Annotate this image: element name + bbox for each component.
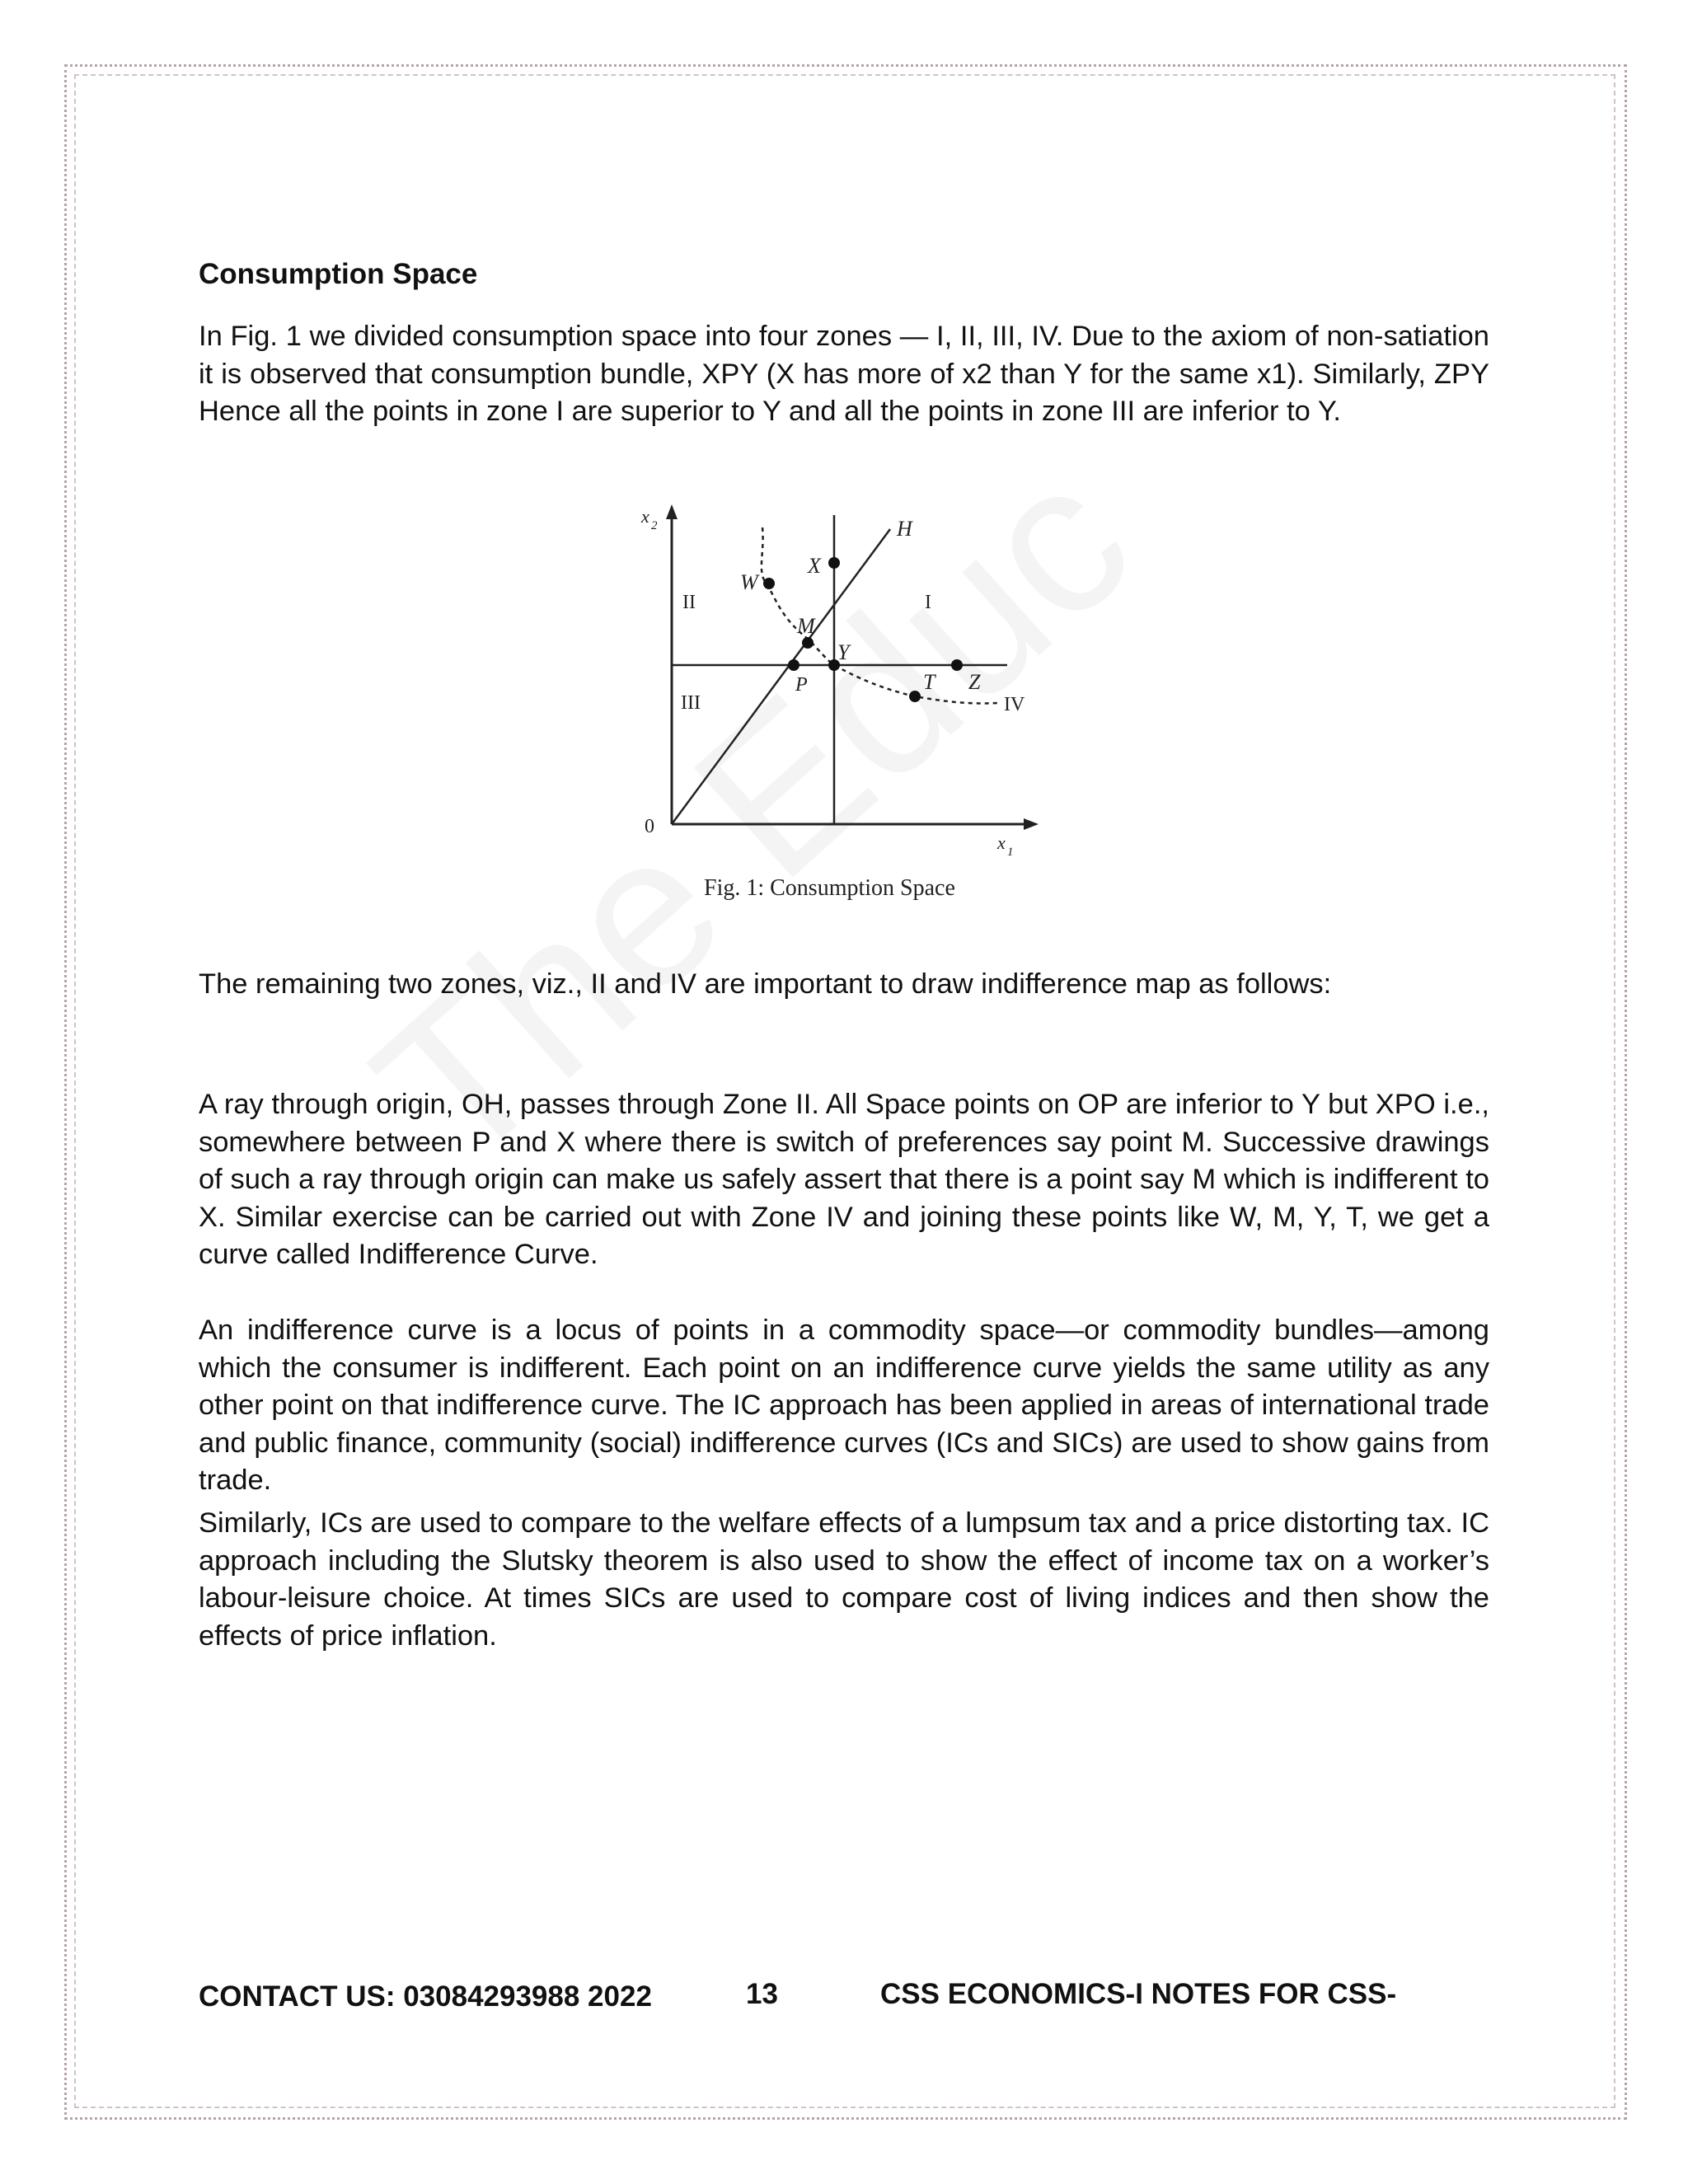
point-z: [951, 659, 963, 671]
point-w: [763, 578, 775, 589]
section-heading: Consumption Space: [199, 258, 478, 290]
point-m: [802, 637, 814, 649]
zone-iii-label: III: [681, 692, 701, 714]
paragraph-5: Similarly, ICs are used to compare to the welfare effects of a lumpsum tax and a price distorting tax. IC approach including the Slutsky theorem is also used to show the effect of income tax on a worker’s labour-leisure choice. At times SICs are used to compare cost of living indices and then show the effects of price inflation.: [199, 1507, 1489, 1652]
zone-ii-label: II: [682, 592, 696, 613]
label-h: H: [897, 517, 912, 541]
x-axis-arrow: [1024, 818, 1039, 830]
label-t: T: [923, 670, 935, 694]
x-axis-subscript: 1: [1007, 846, 1014, 859]
paragraph-2: The remaining two zones, viz., II and IV are important to draw indifference map as follows:: [199, 968, 1332, 1000]
point-x: [828, 557, 840, 569]
paragraph-4: An indifference curve is a locus of points in a commodity space—or commodity bundles—among which the consumer is indifferent. Each point on an indifference curve yields the same utility as any other point on that indifference curve. The IC approach has been applied in areas of international trade and public finance, community (social) indifference curves (ICs and SICs) are used to show gains from trade.: [199, 1315, 1489, 1496]
y-axis-label: x: [641, 506, 649, 527]
footer-page-number: 13: [746, 1978, 778, 2010]
zone-iv-label: IV: [1004, 694, 1025, 715]
zone-i-label: I: [925, 592, 931, 613]
label-z: Z: [968, 670, 981, 694]
label-w: W: [740, 570, 758, 594]
origin-label: 0: [645, 816, 654, 837]
label-m: M: [797, 614, 815, 638]
y-axis-subscript: 2: [651, 519, 658, 532]
paragraph-1: In Fig. 1 we divided consumption space into four zones — I, II, III, IV. Due to the axiom of non-satiation it is observed that consumption bundle, XPY (X has more of x2 than Y for the same x1). Similarly, ZPY Hence all the points in zone I are superior to Y and all the points in zone III are inferior to Y.: [199, 321, 1489, 427]
figure-caption: Fig. 1: Consumption Space: [704, 875, 955, 901]
consumption-space-figure: [635, 503, 1047, 901]
footer-contact: CONTACT US: 03084293988 2022: [199, 1980, 652, 2013]
label-x: X: [808, 554, 821, 578]
x-axis-label: x: [997, 832, 1006, 853]
footer-notes-title: CSS ECONOMICS-I NOTES FOR CSS-: [880, 1978, 1397, 2010]
label-p: P: [795, 674, 808, 696]
label-y: Y: [837, 640, 850, 664]
paragraph-3: A ray through origin, OH, passes through Zone II. All Space points on OP are inferior to Y but XPO i.e., somewhere between P and X where there is switch of preferences say point M. Successive drawings of such a ray through origin can make us safely assert that there is a point say M which is indifferent to X. Similar exercise can be carried out with Zone IV and joining these points like W, M, Y, T, we get a curve called Indifference Curve.: [199, 1089, 1489, 1270]
y-axis-arrow: [666, 504, 678, 519]
point-t: [909, 691, 921, 702]
point-p: [788, 659, 799, 671]
consumption-space-diagram: [635, 503, 1047, 865]
